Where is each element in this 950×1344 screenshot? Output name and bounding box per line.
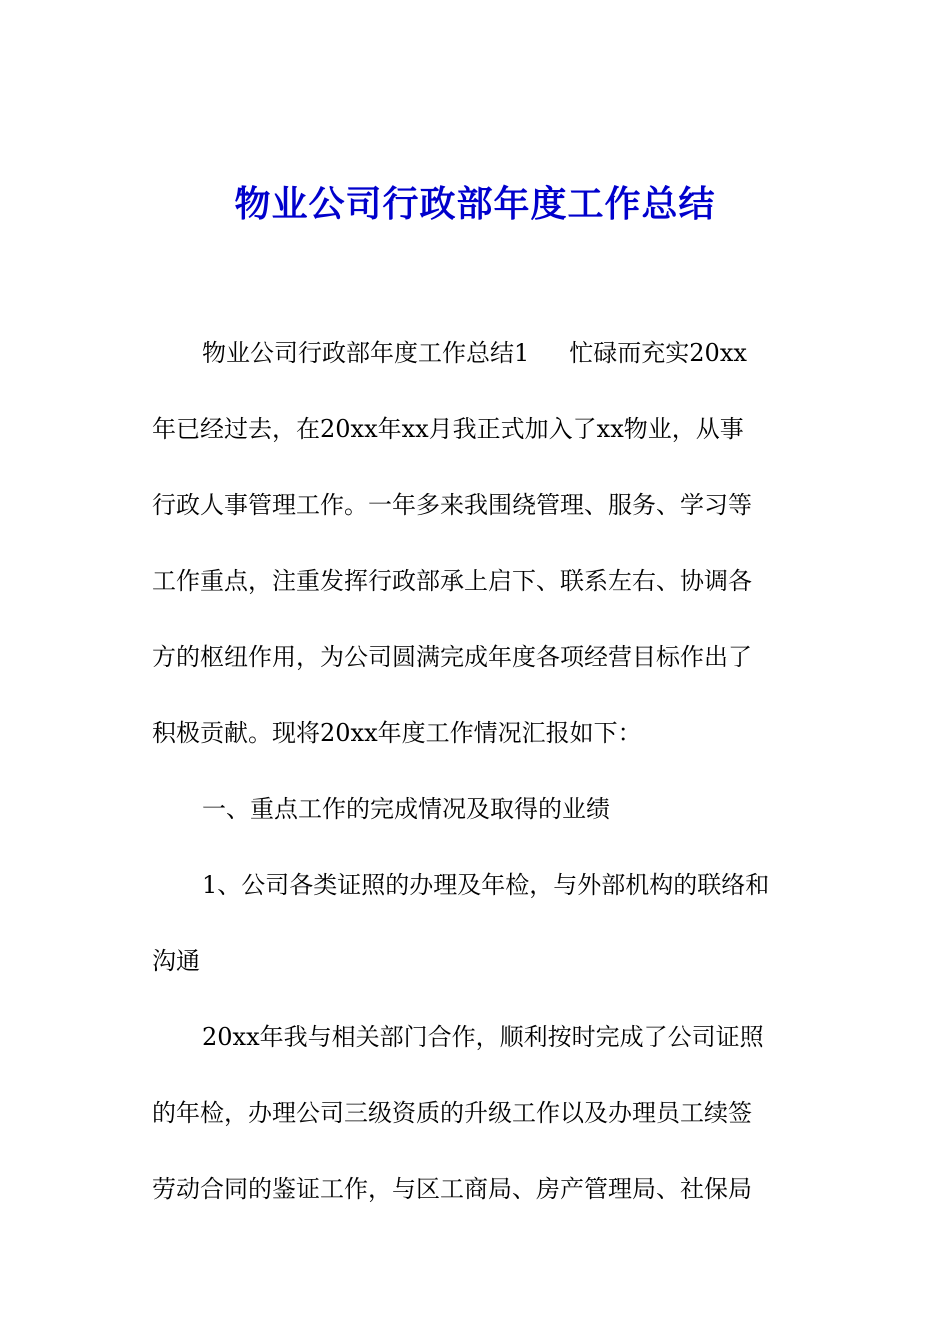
- subsection-heading-continued: 沟通: [152, 947, 200, 975]
- paragraph-line: 积极贡献。现将20xx年度工作情况汇报如下：: [152, 719, 642, 747]
- paragraph-line: 行政人事管理工作。一年多来我围绕管理、服务、学习等: [152, 491, 752, 519]
- paragraph-line: 年已经过去，在20xx年xx月我正式加入了xx物业，从事: [152, 415, 744, 443]
- document-body: [152, 315, 802, 1227]
- paragraph-line: 工作重点，注重发挥行政部承上启下、联系左右、协调各: [152, 567, 752, 595]
- subsection-heading: 1、公司各类证照的办理及年检，与外部机构的联络和: [202, 871, 770, 899]
- paragraph-line: 劳动合同的鉴证工作，与区工商局、房产管理局、社保局: [152, 1175, 752, 1203]
- section-heading-inline: 物业公司行政部年度工作总结1: [202, 339, 530, 367]
- paragraph-line: [152, 315, 802, 391]
- paragraph-line: 20xx年我与相关部门合作，顺利按时完成了公司证照: [202, 1023, 764, 1051]
- paragraph-line: 方的枢纽作用，为公司圆满完成年度各项经营目标作出了: [152, 643, 752, 671]
- paragraph-text: 忙碌而充实20xx: [569, 339, 747, 367]
- section-heading: 一、重点工作的完成情况及取得的业绩: [202, 795, 610, 823]
- document-title: 物业公司行政部年度工作总结: [234, 183, 716, 225]
- paragraph-line: 的年检，办理公司三级资质的升级工作以及办理员工续签: [152, 1099, 752, 1127]
